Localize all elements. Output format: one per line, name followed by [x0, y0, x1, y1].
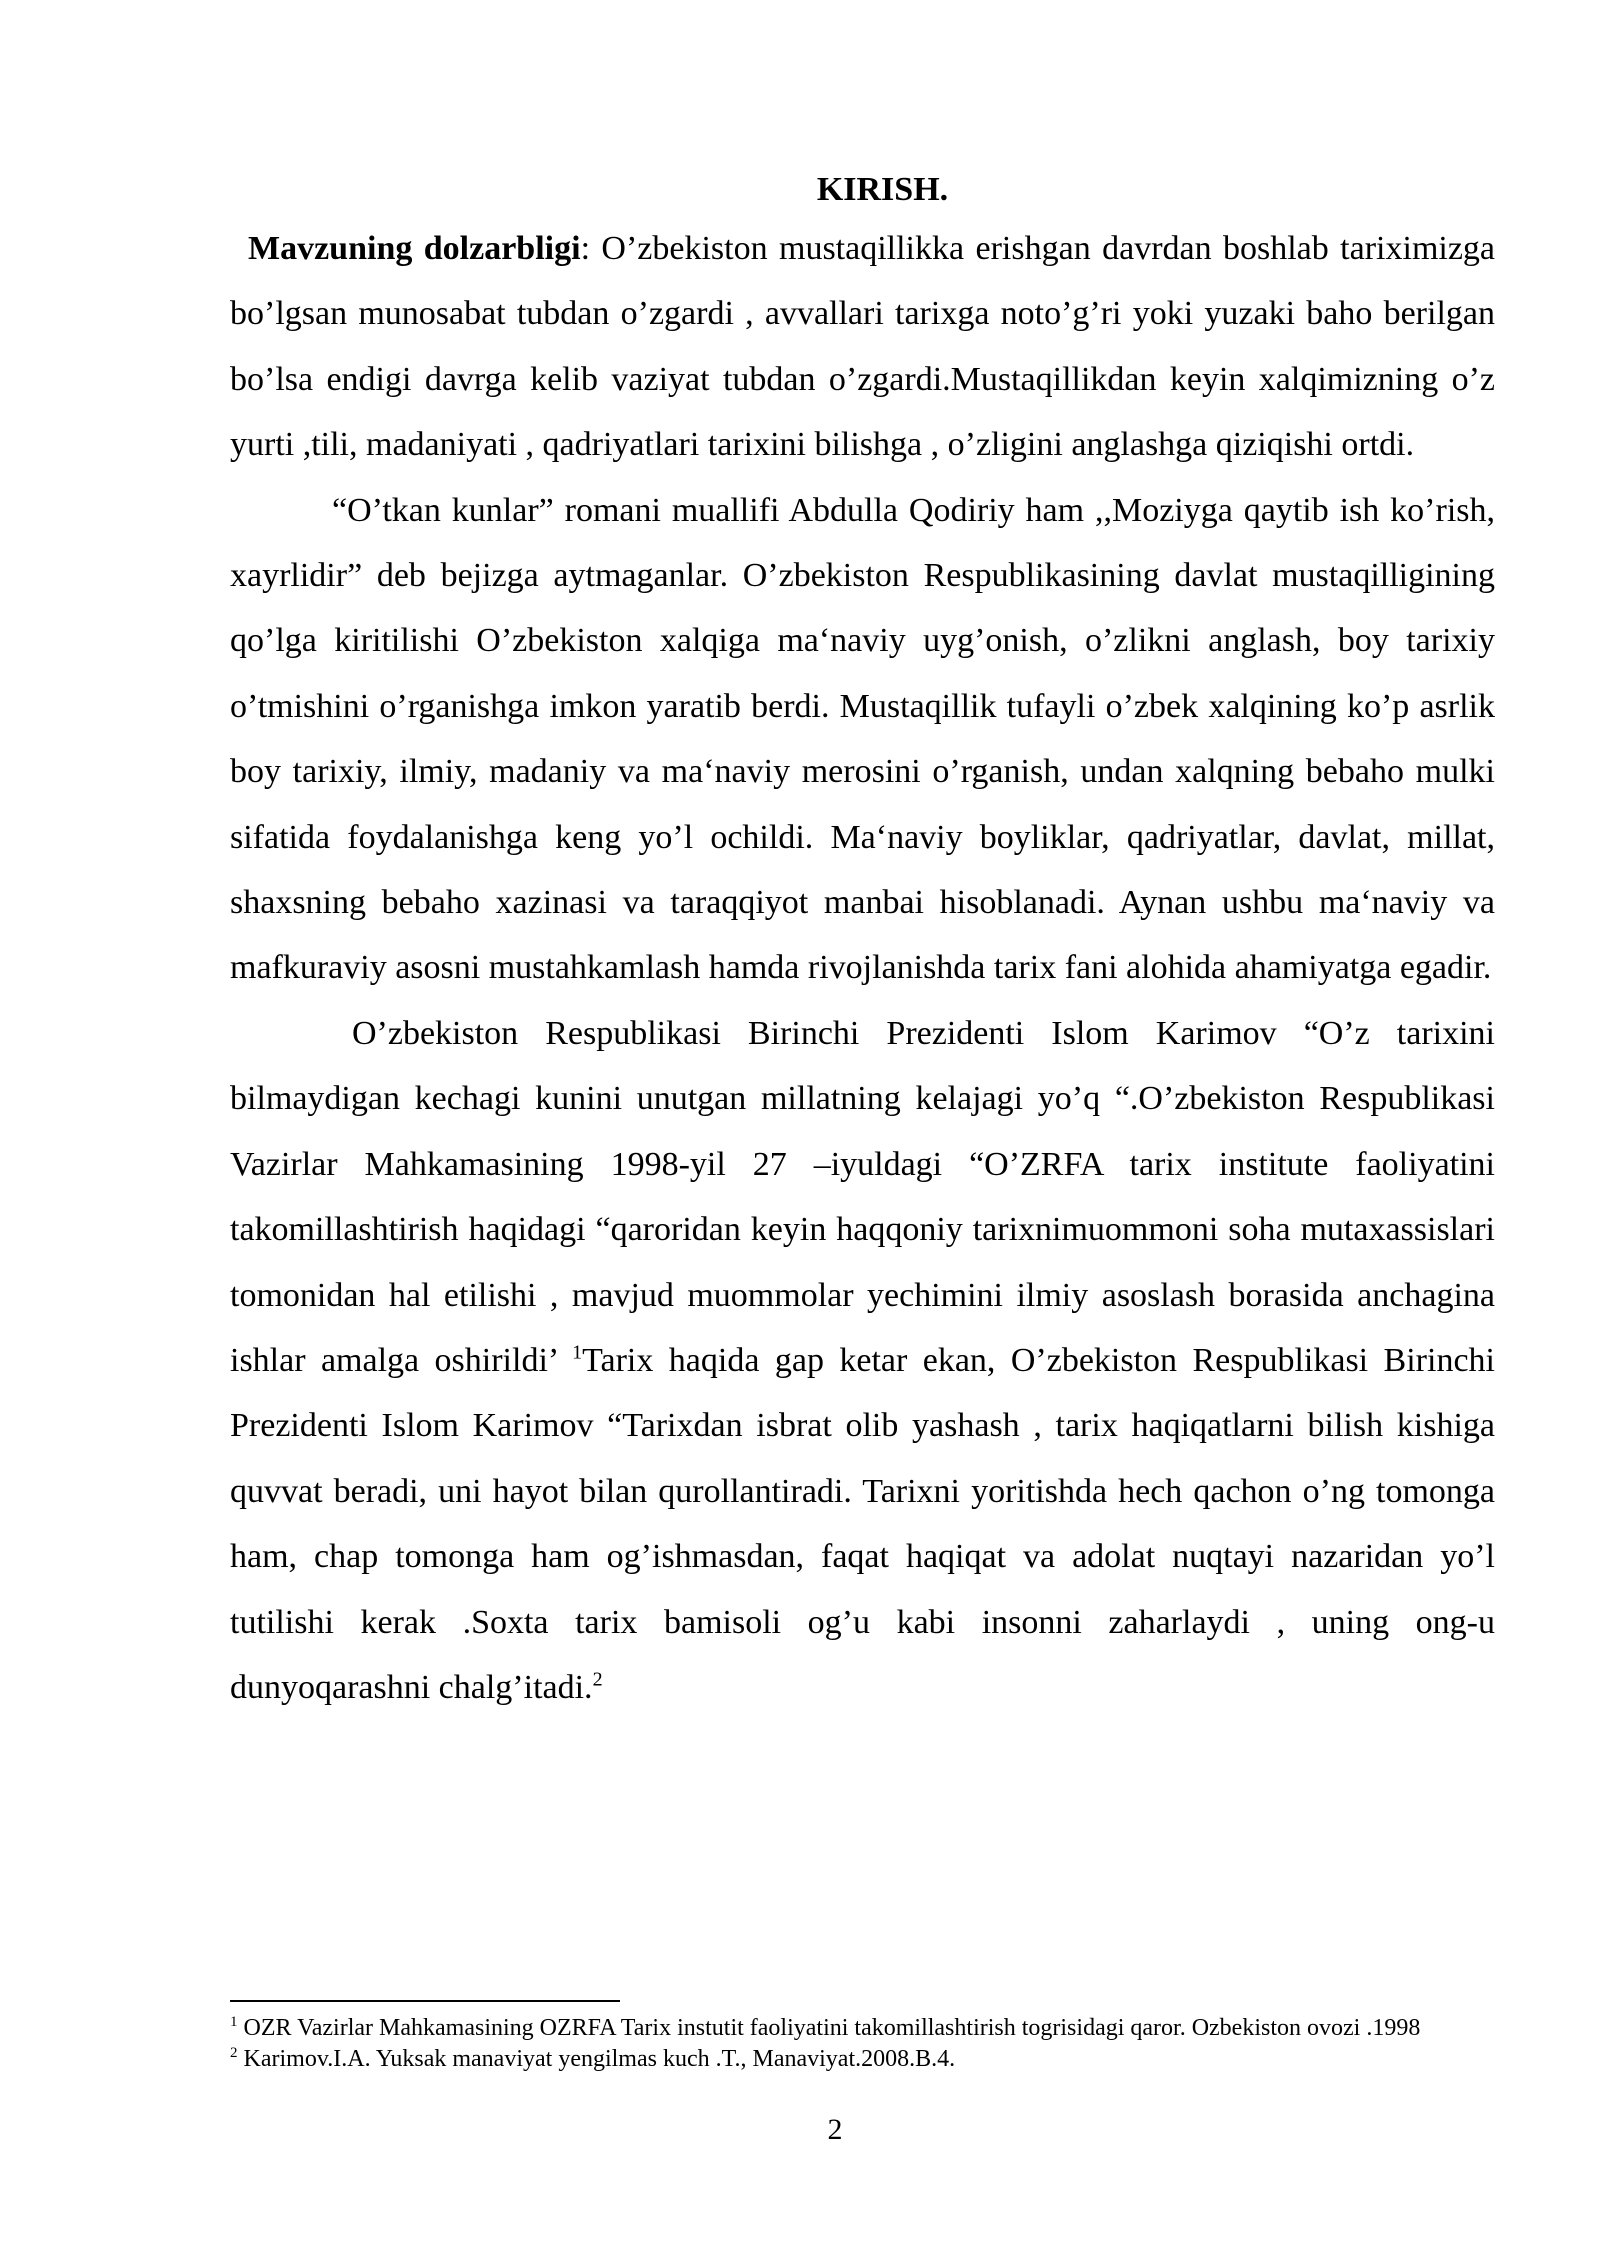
footnote-text: Karimov.I.A. Yuksak manaviyat yengilmas kuch .T., Manaviyat.2008.B.4. [237, 2046, 956, 2072]
page-number: 2 [827, 2113, 843, 2146]
paragraph-otkan-kunlar [230, 478, 1495, 1001]
footnote-1 [230, 2013, 1495, 2044]
footnote-ref-1[interactable]: 1 [572, 1341, 583, 1364]
page-title: KIRISH. [816, 171, 949, 208]
footnote-separator [230, 2000, 620, 2002]
paragraph-text: Tarix haqida gap ketar ekan, O’zbekiston Respublikasi Birinchi Prezidenti Islom Karimov “Tarixdan isbrat olib yashash , tarix haqiqatlarni bilish kishiga quvvat beradi, uni hayot bilan qurollantiradi. Tarixni yoritishda hech qachon o’ng tomonga ham, chap tomonga ham og’ishmasdan, faqat haqiqat va adolat nuqtayi nazaridan yo’l tutilishi kerak .Soxta tarix bamisoli og’u kabi insonni zaharlaydi , uning ong-u dunyoqarashni chalg’itadi. [230, 1341, 1495, 1706]
paragraph-text: “O’tkan kunlar” romani muallifi Abdulla Qodiriy ham ,,Moziyga qaytib ish ko’rish, xayrlidir” deb bejizga aytmaganlar. O’zbekiston Respublikasining davlat mustaqilligining qo’lga kiritilishi O’zbekiston xalqiga ma‘naviy uyg’onish, o’zlikni anglash, boy tarixiy o’tmishini o’rganishga imkon yaratib berdi. Mustaqillik tufayli o’zbek xalqining ko’p asrlik boy tarixiy, ilmiy, madaniy va ma‘naviy merosini o’rganish, undan xalqning bebaho mulki sifatida foydalanishga keng yo’l ochildi. Ma‘naviy boyliklar, qadriyatlar, davlat, millat, shaxsning bebaho xazinasi va taraqqiyot manbai hisoblanadi. Aynan ushbu ma‘naviy va mafkuraviy asosni mustahkamlash hamda rivojlanishda tarix fani alohida ahamiyatga egadir. [230, 491, 1495, 987]
paragraph-text: O’zbekiston Respublikasi Birinchi Prezidenti Islom Karimov “O’z tarixini bilmaydigan kechagi kunini unutgan millatning kelajagi yo’q “.O’zbekiston Respublikasi Vazirlar Mahkamasining 1998-yil 27 –iyuldagi “O’ZRFA tarix institute faoliyatini takomillashtirish haqidagi “qaroridan keyin haqqoniy tarixnimuommoni soha mutaxassislari tomonidan hal etilishi , mavjud muommolar yechimini ilmiy asoslash borasida anchagina ishlar amalga oshirildi’ [230, 1014, 1495, 1379]
paragraph-karimov [230, 1001, 1495, 1720]
footnotes [230, 2013, 1495, 2075]
relevance-heading: Mavzuning dolzarbligi [248, 230, 581, 267]
paragraph-relevance [230, 216, 1495, 478]
footnote-number: 1 [230, 2014, 238, 2030]
footnote-2 [230, 2044, 1495, 2075]
footnote-text: OZR Vazirlar Mahkamasining OZRFA Tarix instutit faoliyatini takomillashtirish togrisidagi qaror. Ozbekiston ovozi .1998 [237, 2015, 1421, 2041]
footnote-number: 2 [230, 2045, 238, 2061]
document-body [230, 168, 1495, 1720]
footnote-ref-2[interactable]: 2 [592, 1668, 603, 1691]
paragraph-text: : O’zbekiston mustaqillikka erishgan davrdan boshlab tariximizga bo’lgsan munosabat tubdan o’zgardi , avvallari tarixga noto’g’ri yoki yuzaki baho berilgan bo’lsa endigi davrga kelib vaziyat tubdan o’zgardi.Mustaqillikdan keyin xalqimizning o’z yurti ,tili, madaniyati , qadriyatlari tarixini bilishga , o’zligini anglashga qiziqishi ortdi. [230, 230, 1496, 464]
